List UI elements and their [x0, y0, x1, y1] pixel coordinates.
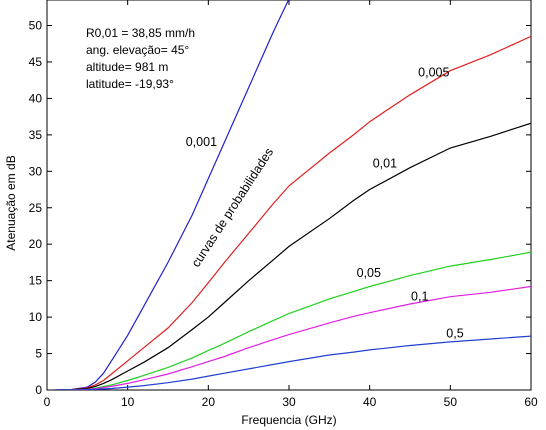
y-tick-label: 0 [35, 383, 42, 397]
y-axis-label: Atenuação em dB [4, 155, 18, 251]
y-tick-label: 50 [28, 18, 42, 33]
y-tick-label: 25 [28, 200, 42, 215]
y-tick-label: 30 [28, 164, 42, 179]
curves-annotation: curvas de probabilidades [188, 145, 277, 270]
x-tick-label: 50 [443, 395, 458, 409]
info-line-latitude: latitude= -19,93° [86, 77, 174, 91]
x-tick-label: 0 [43, 395, 51, 409]
curve-label-0-5: 0,5 [446, 326, 464, 341]
curve-label-0-01: 0,01 [372, 156, 398, 171]
curve-label-0-05: 0,05 [356, 266, 381, 281]
x-tick-label: 40 [362, 395, 377, 409]
info-line-elevation: ang. elevação= 45° [86, 43, 190, 57]
x-tick-label: 10 [120, 395, 135, 409]
y-tick-label: 45 [28, 54, 42, 69]
y-tick-label: 15 [28, 273, 42, 288]
curve-label-0-1: 0,1 [411, 289, 429, 304]
x-tick-label: 60 [524, 395, 538, 409]
curve-label-0-001: 0,001 [185, 134, 218, 149]
info-line-altitude: altitude= 981 m [86, 60, 169, 74]
y-tick-label: 10 [28, 310, 42, 325]
x-axis-label: Frequencia (GHz) [241, 413, 337, 427]
x-tick-label: 20 [201, 395, 216, 409]
y-tick-label: 40 [28, 91, 42, 106]
x-tick-label: 30 [282, 395, 296, 409]
y-tick-label: 35 [28, 127, 42, 142]
y-tick-label: 20 [28, 237, 42, 252]
curve-label-0-005: 0,005 [418, 65, 450, 80]
info-line-rain-rate: R0,01 = 38,85 mm/h [86, 26, 196, 40]
y-tick-label: 5 [35, 346, 42, 361]
